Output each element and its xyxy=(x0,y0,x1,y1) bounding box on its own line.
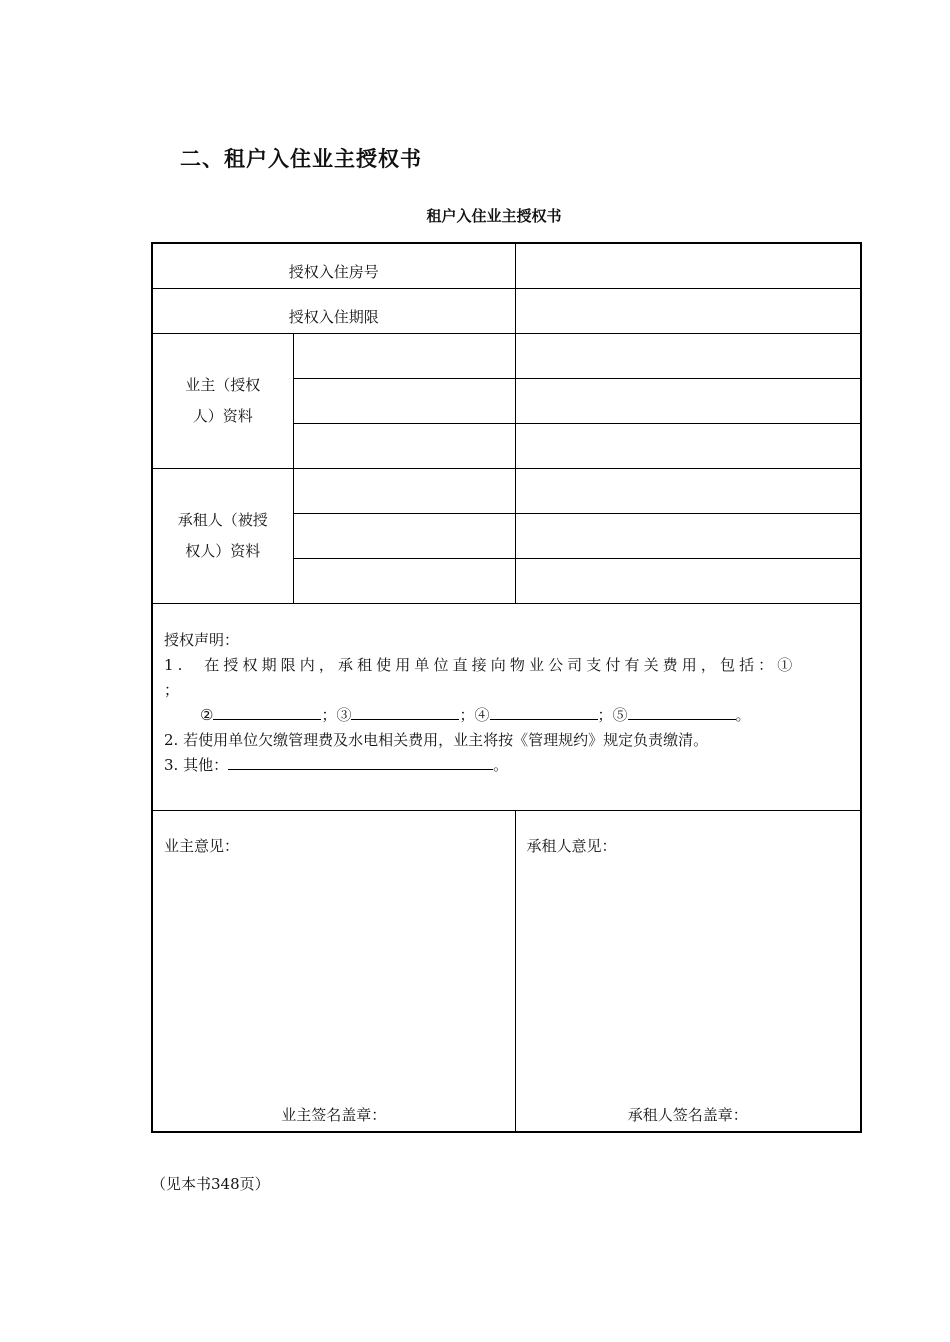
period-label: 授权入住期限 xyxy=(152,288,515,333)
owner-opinion-cell[interactable] xyxy=(152,810,515,1132)
owner-info-field[interactable] xyxy=(293,423,515,468)
room-number-label: 授权入住房号 xyxy=(152,243,515,288)
declaration-cell xyxy=(152,603,861,810)
opinion-row xyxy=(152,810,861,1132)
tenant-info-field[interactable] xyxy=(515,513,861,558)
room-number-row xyxy=(152,243,861,288)
tenant-info-field[interactable] xyxy=(293,513,515,558)
declaration-row xyxy=(152,603,861,810)
tenant-opinion-label: 承租人意见： xyxy=(526,836,617,855)
section-title: 二、租户入住业主授权书 xyxy=(180,147,422,171)
form-title: 租户入住业主授权书 xyxy=(426,207,562,225)
tenant-info-label: 承租人（被授 权人）资料 xyxy=(152,468,293,603)
tenant-info-field[interactable] xyxy=(515,468,861,513)
owner-info-field[interactable] xyxy=(293,333,515,378)
tenant-info-field[interactable] xyxy=(293,468,515,513)
owner-info-field[interactable] xyxy=(515,378,861,423)
fee-blank-5[interactable] xyxy=(628,703,736,720)
fee-blank-4[interactable] xyxy=(490,703,598,720)
room-number-field[interactable] xyxy=(515,243,861,288)
owner-info-field[interactable] xyxy=(515,333,861,378)
tenant-info-row xyxy=(152,468,861,513)
declaration-heading: 授权声明： xyxy=(164,630,240,649)
tenant-info-field[interactable] xyxy=(293,558,515,603)
footnote: （见本书348页） xyxy=(151,1175,270,1193)
other-blank[interactable] xyxy=(228,753,493,770)
period-field[interactable] xyxy=(515,288,861,333)
period-row xyxy=(152,288,861,333)
owner-opinion-label: 业主意见： xyxy=(164,836,240,855)
owner-info-row xyxy=(152,333,861,378)
fee-blank-3[interactable] xyxy=(351,703,459,720)
declaration-item-1: 1. 在授权期限内，承租使用单位直接向物业公司支付有关费用，包括：① xyxy=(164,655,797,674)
owner-signature-label: 业主签名盖章： xyxy=(281,1105,387,1124)
declaration-item-2: 2. 若使用单位欠缴管理费及水电相关费用，业主将按《管理规约》规定负责缴清。 xyxy=(164,730,709,749)
tenant-info-field[interactable] xyxy=(515,558,861,603)
tenant-signature-label: 承租人签名盖章： xyxy=(627,1105,748,1124)
owner-info-field[interactable] xyxy=(515,423,861,468)
owner-info-field[interactable] xyxy=(293,378,515,423)
fee-blanks: ② ；③ ；④ ；⑤ 。 xyxy=(164,703,849,728)
declaration-item-3: 3. 其他： 。 xyxy=(164,753,849,778)
authorization-form-table xyxy=(151,242,862,1133)
declaration-item-1-wrap: ； xyxy=(164,680,180,699)
declaration xyxy=(153,604,860,778)
owner-info-label: 业主（授权 人）资料 xyxy=(152,333,293,468)
fee-blank-2[interactable] xyxy=(213,703,321,720)
tenant-opinion-cell[interactable] xyxy=(515,810,861,1132)
